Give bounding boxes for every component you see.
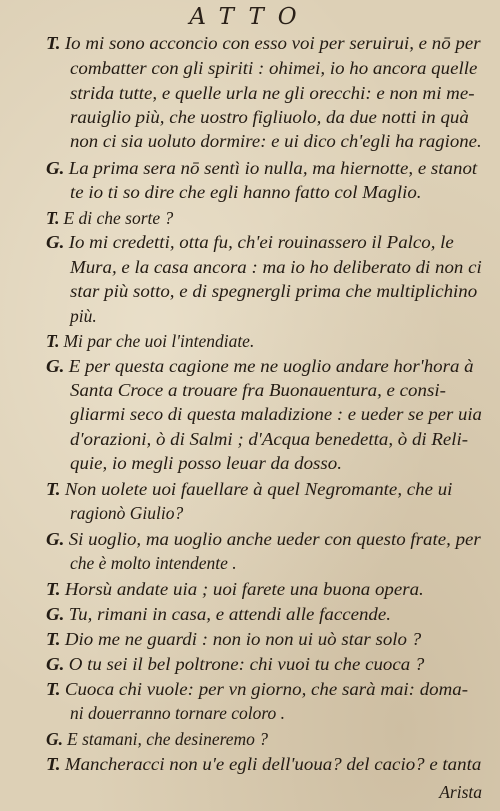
text-line [70, 305, 97, 327]
text-line [46, 231, 454, 253]
line-text: ragionò Giulio? [70, 503, 184, 523]
line-text: Mancheracci non u'e egli dell'uoua? del cacio? e tanta [64, 754, 482, 774]
line-text: Non uolete uoi fauellare à quel Negromante, che ui [64, 479, 453, 499]
line-text: Mura, e la casa ancora : ma io ho deliberato di non ci [70, 257, 482, 277]
text-line [70, 57, 477, 79]
text-line [46, 207, 173, 229]
speaker-label: G. [46, 356, 65, 376]
line-text: combatter con gli spiriti : ohimei, io ho ancora quelle [70, 58, 478, 78]
line-text: La prima sera nō sentì io nulla, ma hiernotte, e stanot [68, 158, 478, 178]
speaker-label: T. [46, 679, 61, 699]
text-line [46, 355, 474, 377]
text-line [46, 653, 424, 675]
line-text: Mi par che uoi l'intendiate. [63, 331, 255, 351]
line-text: strida tutte, e quelle urla ne gli orecchi: e non mi me- [70, 83, 475, 103]
speaker-label: T. [46, 754, 61, 774]
speaker-label: T. [46, 579, 61, 599]
text-line [46, 678, 468, 700]
line-text: E di che sorte ? [63, 208, 174, 228]
line-text: Santa Croce a trouare fra Buonauentura, e consi- [70, 380, 446, 400]
line-text: d'orazioni, ò di Salmi ; d'Acqua benedetta, ò di Reli- [70, 429, 469, 449]
text-line [46, 728, 268, 750]
text-line [46, 330, 254, 352]
speaker-label: T. [46, 33, 61, 53]
catchword: Arista [439, 782, 482, 802]
line-text: Horsù andate uia ; uoi farete una buona opera. [64, 579, 424, 599]
speaker-label: G. [46, 729, 64, 749]
text-line [46, 628, 421, 650]
line-text: te io ti so dire che egli hanno fatto col Maglio. [70, 182, 422, 202]
line-text: Io mi credetti, otta fu, ch'ei rouinassero il Palco, le [68, 232, 454, 252]
line-text: E per questa cagione me ne uoglio andare hor'hora à [68, 356, 474, 376]
speaker-label: G. [46, 604, 65, 624]
line-text: più. [70, 306, 97, 326]
speaker-label: G. [46, 654, 65, 674]
speaker-label: G. [46, 232, 65, 252]
text-line [70, 106, 469, 128]
speaker-label: G. [46, 158, 65, 178]
text-line [70, 502, 183, 524]
speaker-label: T. [46, 629, 61, 649]
page-header: ATTO [189, 4, 311, 30]
text-line [46, 578, 424, 600]
line-text: gliarmi seco di questa maladizione : e ueder se per uia [70, 404, 482, 424]
speaker-label: T. [46, 208, 60, 228]
line-text: E stamani, che desineremo ? [67, 729, 269, 749]
line-text: star più sotto, e di spegnergli prima che multiplichino [70, 281, 478, 301]
speaker-label: T. [46, 331, 60, 351]
text-line [46, 157, 477, 179]
line-text: Cuoca chi vuole: per vn giorno, che sarà mai: doma- [64, 679, 468, 699]
line-text: Si uoglio, ma uoglio anche ueder con questo frate, per [68, 529, 481, 549]
text-line [70, 280, 477, 302]
text-line [70, 428, 468, 450]
line-text: ni douerranno tornare coloro . [70, 703, 286, 723]
text-line [46, 528, 481, 550]
line-text: Dio me ne guardi : non io non ui uò star solo ? [64, 629, 422, 649]
text-line [46, 603, 391, 625]
text-line [70, 181, 422, 203]
text-line [46, 753, 481, 775]
line-text: Tu, rimani in casa, e attendi alle faccende. [68, 604, 392, 624]
text-line [70, 403, 482, 425]
line-text: che è molto intendente . [70, 553, 237, 573]
text-line [70, 379, 446, 401]
text-line [70, 82, 475, 104]
text-line [46, 478, 452, 500]
line-text: rauiglio più, che uostro figliuolo, da due notti in quà [70, 107, 469, 127]
text-line [70, 130, 482, 152]
line-text: Io mi sono acconcio con esso voi per seruirui, e nō per [64, 33, 481, 53]
speaker-label: G. [46, 529, 65, 549]
text-line [70, 552, 237, 574]
text-line [46, 32, 481, 54]
line-text: O tu sei il bel poltrone: chi vuoi tu che cuoca ? [68, 654, 425, 674]
text-line [70, 452, 342, 474]
line-text: quie, io megli posso leuar da dosso. [70, 453, 342, 473]
speaker-label: T. [46, 479, 61, 499]
line-text: non ci sia uoluto dormire: e ui dico ch'egli ha ragione. [70, 131, 482, 151]
text-line [70, 256, 482, 278]
text-line [70, 702, 285, 724]
